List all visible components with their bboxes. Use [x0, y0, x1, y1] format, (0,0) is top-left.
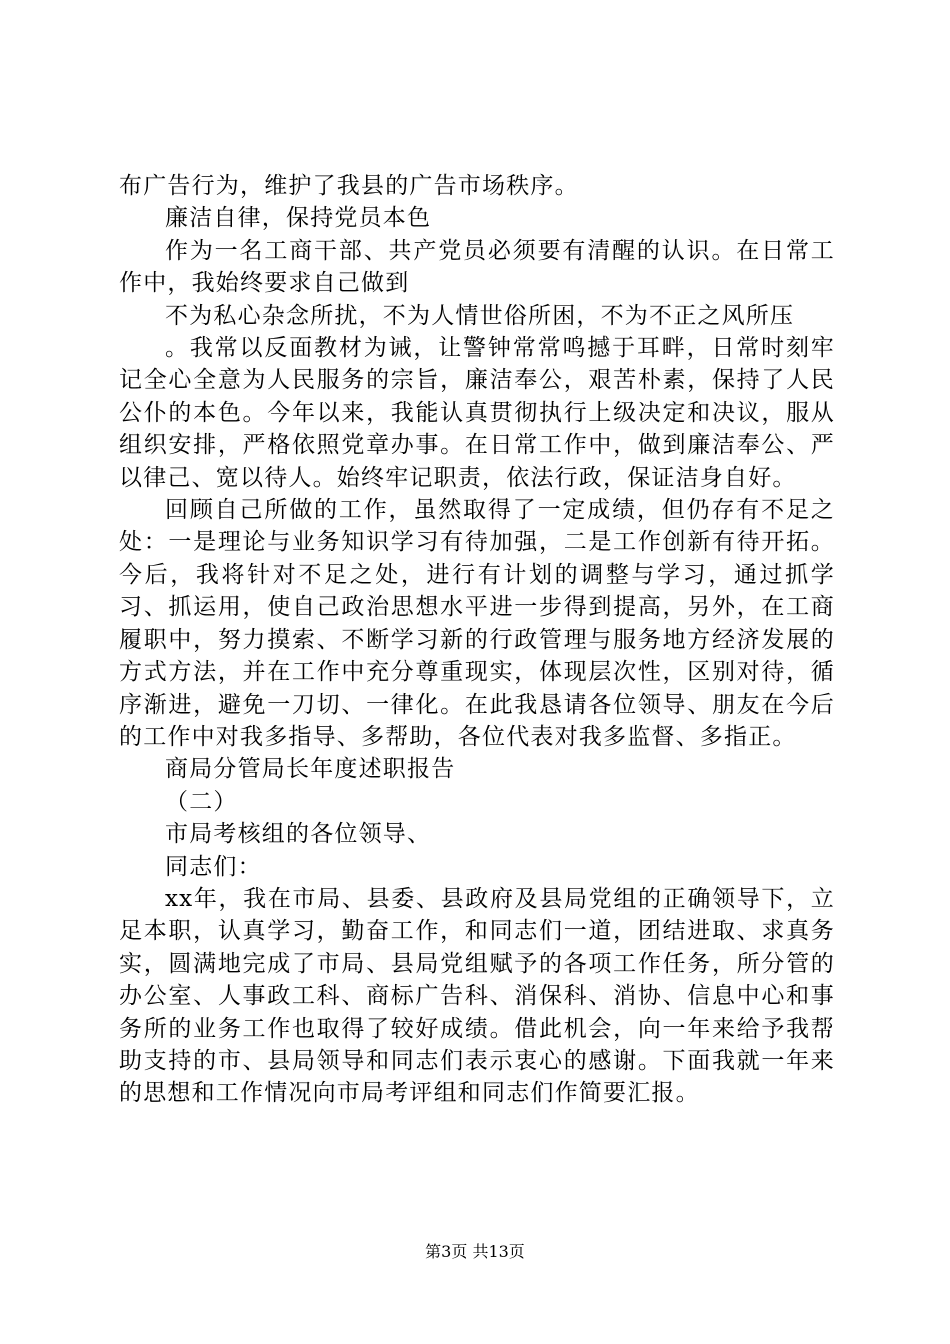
salutation-line: 同志们：	[165, 853, 262, 880]
report-part-number: （二）	[165, 788, 238, 815]
paragraph: 回顾自己所做的工作，虽然取得了一定成绩，但仍存有不足之处：一是理论与业务知识学习有待加强，二是工作创新有待开拓。今后，我将针对不足之处，进行有计划的调整与学习，通过抓学习、抓运用，使自己政治思想水平进一步得到提高，另外，在工商履职中，努力摸索、不断学习新的行政管理与服务地方经济发展的方式方法，并在工作中充分尊重现实，体现层次性，区别对待，循序渐进，避免一刀切、一律化。在此我恳请各位领导、朋友在今后的工作中对我多指导、多帮助，各位代表对我多监督、多指正。	[119, 497, 835, 750]
paragraph: xx年，我在市局、县委、县政府及县局党组的正确领导下，立足本职，认真学习，勤奋工作，和同志们一道，团结进取、求真务实，圆满地完成了市局、县局党组赋予的各项工作任务，所分管的办公室、人事政工科、商标广告科、消保科、消协、信息中心和事务所的业务工作也取得了较好成绩。借此机会，向一年来给予我帮助支持的市、县局领导和同志们表示衷心的感谢。下面我就一年来的思想和工作情况向市局考评组和同志们作简要汇报。	[119, 885, 835, 1107]
section-heading: 廉洁自律，保持党员本色	[165, 205, 432, 232]
salutation-line: 市局考核组的各位领导、	[165, 821, 432, 848]
document-body	[119, 170, 835, 1110]
paragraph-continuation: 布广告行为，维护了我县的广告市场秩序。	[119, 173, 579, 199]
paragraph: 作为一名工商干部、共产党员必须要有清醒的认识。在日常工作中，我始终要求自己做到	[119, 237, 835, 297]
paragraph: 。我常以反面教材为诫，让警钟常常鸣撼于耳畔，日常时刻牢记全心全意为人民服务的宗旨，廉洁奉公，艰苦朴素，保持了人民公仆的本色。今年以来，我能认真贯彻执行上级决定和决议，服从组织安排，严格依照党章办事。在日常工作中，做到廉洁奉公、严以律己、宽以待人。始终牢记职责，依法行政，保证洁身自好。	[119, 335, 835, 491]
paragraph: 不为私心杂念所扰，不为人情世俗所困，不为不正之风所压	[165, 302, 795, 329]
page-number-footer: 第3页 共13页	[425, 1242, 525, 1261]
report-title: 商局分管局长年度述职报告	[165, 756, 456, 783]
